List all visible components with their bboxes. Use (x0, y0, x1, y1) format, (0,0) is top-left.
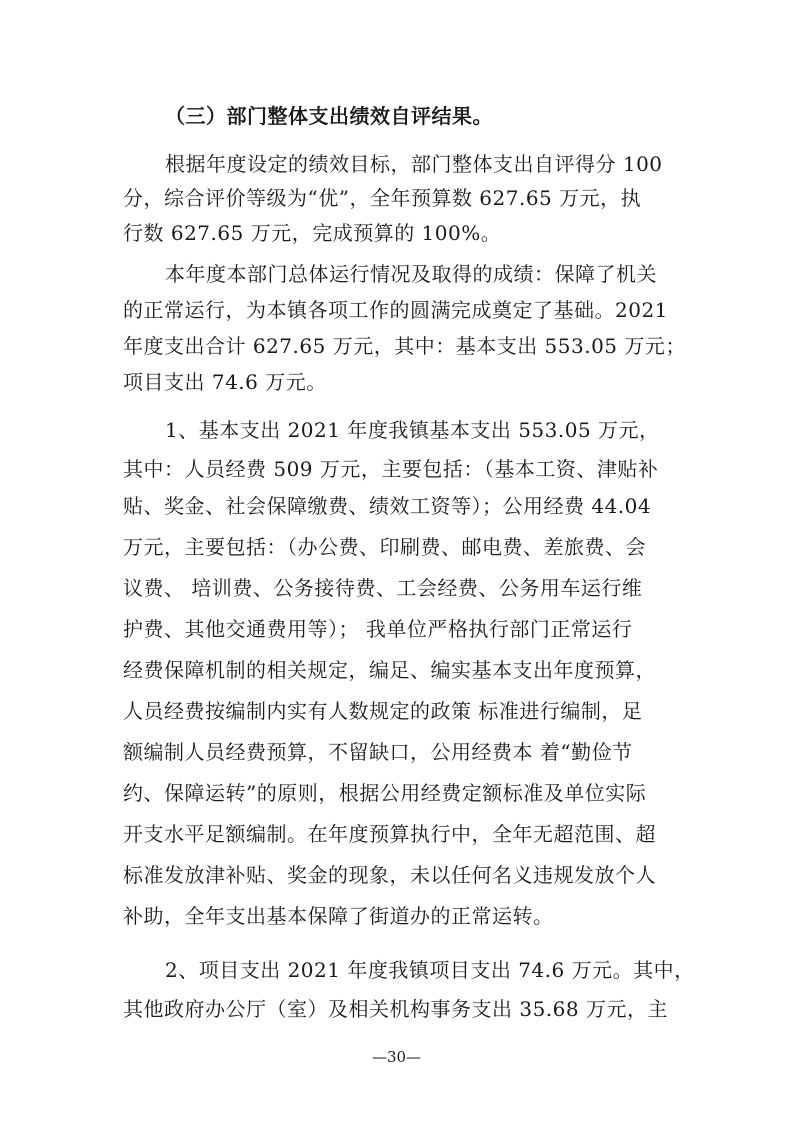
paragraph-line: 标准发放津补贴、奖金的现象，未以任何名义违规发放个人 (123, 863, 656, 887)
paragraph-line: 根据年度设定的绩效目标，部门整体支出自评得分 100 (165, 152, 663, 176)
paragraph-line: 万元，主要包括：（办公费、印刷费、邮电费、差旅费、会 (123, 535, 646, 559)
paragraph-line: 贴、奖金、社会保障缴费、绩效工资等）；公用经费 44.04 (123, 494, 652, 518)
page-number: —30— (371, 1048, 422, 1066)
paragraph-line: 其他政府办公厅（室）及相关机构事务支出 35.68 万元，主 (123, 997, 668, 1021)
paragraph-line: 额编制人员经费预算，不留缺口，公用经费本 着“勤俭节 (123, 740, 633, 764)
paragraph-line: 项目支出 74.6 万元。 (123, 370, 327, 394)
paragraph-line: 1、基本支出 2021 年度我镇基本支出 553.05 万元， (165, 418, 660, 442)
paragraph-line: 经费保障机制的相关规定，编足、编实基本支出年度预算， (123, 658, 656, 682)
section-heading: （三）部门整体支出绩效自评结果。 (165, 104, 493, 128)
paragraph-line: 年度支出合计 627.65 万元，其中：基本支出 553.05 万元； (123, 334, 686, 358)
paragraph-line: 分，综合评价等级为“优”，全年预算数 627.65 万元，执 (123, 186, 642, 210)
paragraph-line: 议费、 培训费、公务接待费、工会经费、公务用车运行维 (123, 576, 643, 600)
paragraph-line: 行数 627.65 万元，完成预算的 100%。 (123, 221, 502, 245)
paragraph-line: 约、保障运转”的原则，根据公用经费定额标准及单位实际 (123, 781, 647, 805)
paragraph-line: 的正常运行，为本镇各项工作的圆满完成奠定了基础。2021 (123, 298, 668, 322)
paragraph-line: 2、项目支出 2021 年度我镇项目支出 74.6 万元。其中， (165, 958, 695, 982)
paragraph-line: 护费、其他交通费用等）； 我单位严格执行部门正常运行 (123, 617, 633, 641)
paragraph-line: 开支水平足额编制。在年度预算执行中，全年无超范围、超 (123, 822, 656, 846)
paragraph-line: 本年度本部门总体运行情况及取得的成绩：保障了机关 (165, 262, 657, 286)
paragraph-line: 其中：人员经费 509 万元，主要包括：（基本工资、津贴补 (123, 457, 659, 481)
paragraph-line: 人员经费按编制内实有人数规定的政策 标准进行编制，足 (123, 699, 643, 723)
paragraph-line: 补助，全年支出基本保障了街道办的正常运转。 (123, 904, 554, 928)
